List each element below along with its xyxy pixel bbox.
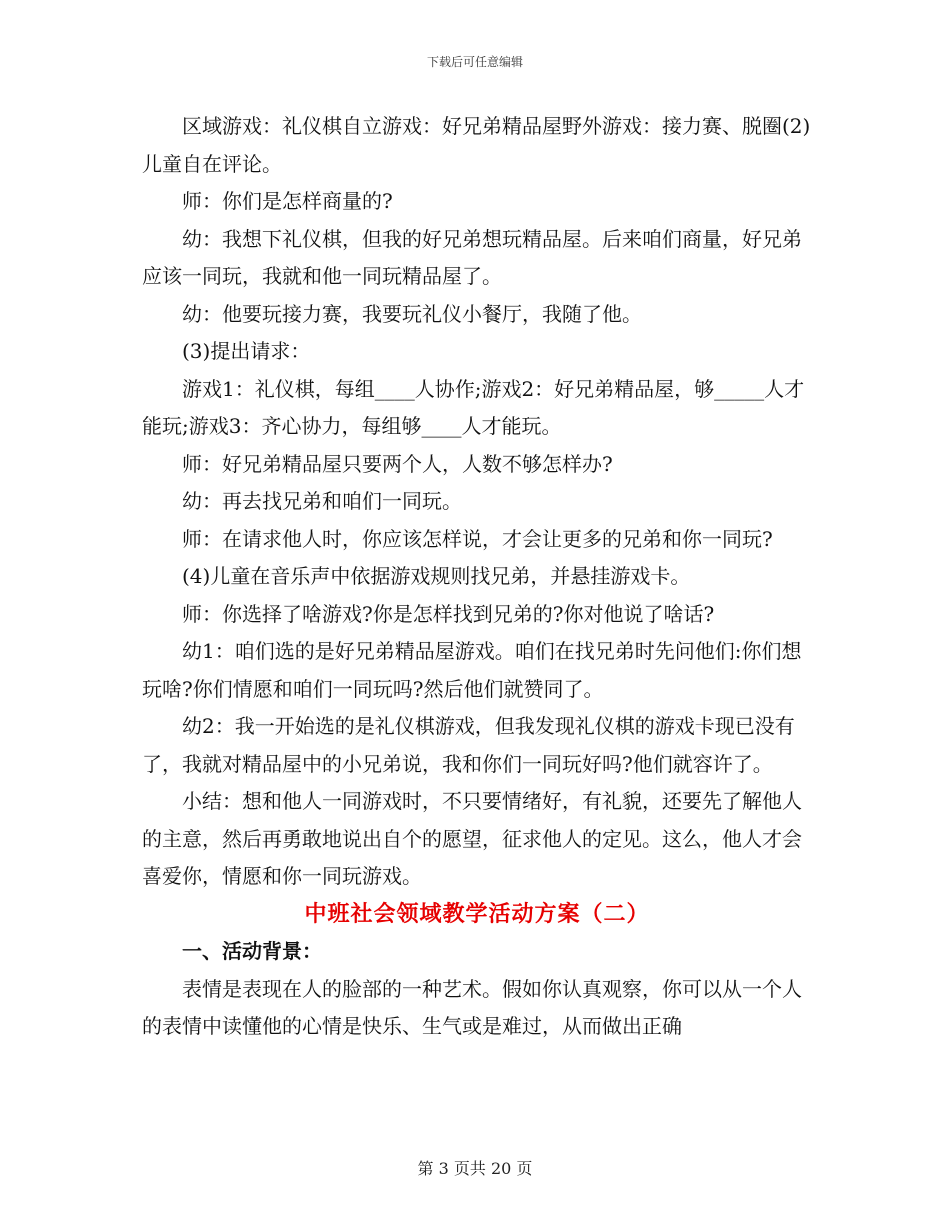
page-footer: 第 3 页共 20 页 bbox=[417, 1159, 533, 1178]
section-title: 中班社会领域教学活动方案（二） bbox=[304, 900, 650, 927]
paragraph: 师：好兄弟精品屋只要两个人，人数不够怎样办? bbox=[182, 451, 613, 476]
paragraph: 表情是表现在人的脸部的一种艺术。假如你认真观察，你可以从一个人的表情中读懂他的心情是快乐、生气或是难过，从而做出正确 bbox=[142, 976, 802, 1038]
paragraph: (4)儿童在音乐声中依据游戏规则找兄弟，并悬挂游戏卡。 bbox=[182, 564, 691, 588]
paragraph: 师：你选择了啥游戏?你是怎样找到兄弟的?你对他说了啥话? bbox=[182, 601, 715, 626]
paragraph: 幼：他要玩接力赛，我要玩礼仪小餐厅，我随了他。 bbox=[182, 301, 642, 326]
subheading: 一、活动背景： bbox=[182, 939, 322, 963]
paragraph: 幼1：咱们选的是好兄弟精品屋游戏。咱们在找兄弟时先问他们:你们想玩啥?你们情愿和咱们一同玩吗?然后他们就赞同了。 bbox=[142, 639, 802, 701]
paragraph: 幼：再去找兄弟和咱们一同玩。 bbox=[182, 489, 462, 513]
paragraph: (3)提出请求： bbox=[182, 339, 311, 363]
paragraph: 幼2：我一开始选的是礼仪棋游戏，但我发现礼仪棋的游戏卡现已没有了，我就对精品屋中的小兄弟说，我和你们一同玩好吗?他们就容许了。 bbox=[142, 714, 795, 776]
paragraph: 师：你们是怎样商量的? bbox=[182, 189, 393, 213]
paragraph: 区域游戏：礼仪棋自立游戏：好兄弟精品屋野外游戏：接力赛、脱圈(2)儿童自在评论。 bbox=[142, 114, 811, 176]
paragraph: 幼：我想下礼仪棋，但我的好兄弟想玩精品屋。后来咱们商量，好兄弟应该一同玩，我就和他一同玩精品屋了。 bbox=[142, 226, 802, 288]
page-header: 下载后可任意编辑 bbox=[426, 55, 523, 69]
document-body bbox=[142, 108, 812, 1046]
paragraph: 小结：想和他人一同游戏时，不只要情绪好，有礼貌，还要先了解他人的主意，然后再勇敢地说出自个的愿望，征求他人的定见。这么，他人才会喜爱你，情愿和你一同玩游戏。 bbox=[142, 789, 802, 888]
paragraph: 师：在请求他人时，你应该怎样说，才会让更多的兄弟和你一同玩? bbox=[182, 526, 773, 551]
paragraph: 游戏1：礼仪棋，每组____人协作;游戏2：好兄弟精品屋，够_____人才能玩;游戏3：齐心协力，每组够____人才能玩。 bbox=[142, 376, 805, 438]
